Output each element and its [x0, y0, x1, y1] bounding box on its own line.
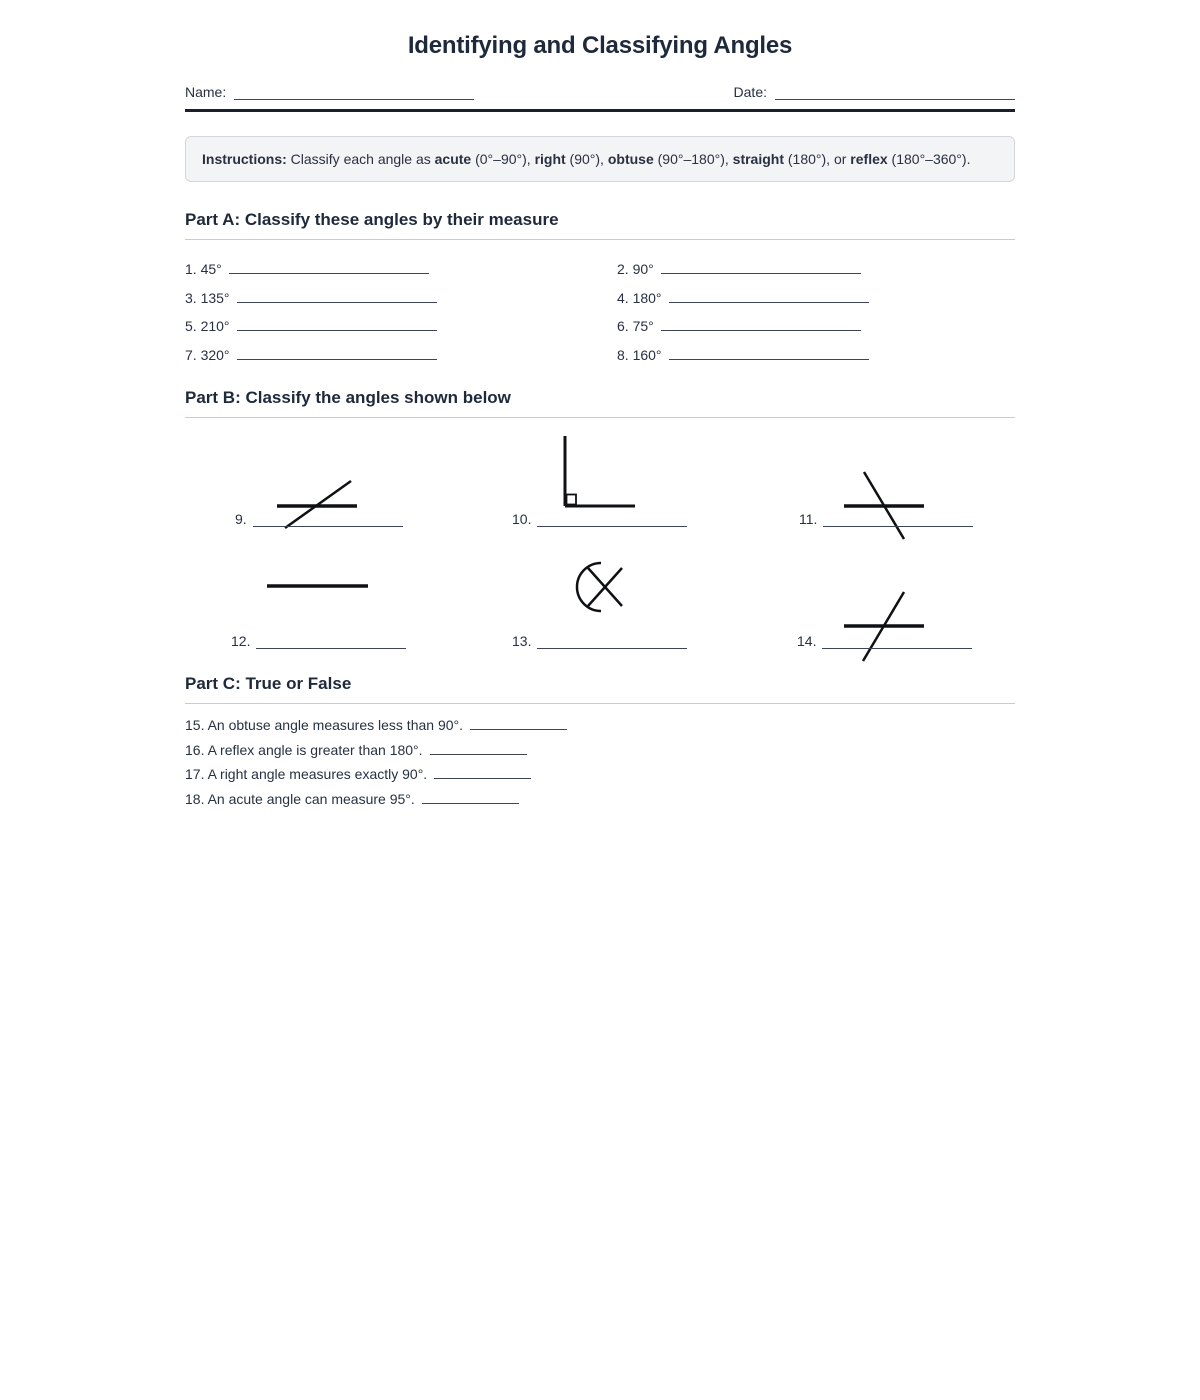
figure-label-row	[512, 511, 699, 527]
instructions-segment: Classify each angle as	[286, 151, 435, 167]
angle-problem-14	[739, 549, 1015, 666]
part-c-statement: 15. An obtuse angle measures less than 90°.	[185, 717, 464, 733]
figure-label-row	[797, 633, 975, 649]
figure-number: 11.	[799, 511, 818, 527]
figure-label-row	[235, 511, 422, 527]
instructions-box	[185, 136, 1015, 182]
instructions-segment: (180°), or	[784, 151, 851, 167]
date-label: Date:	[733, 84, 767, 100]
part-a-item-label: 2. 90°	[617, 261, 654, 277]
part-c-item	[185, 765, 1015, 790]
answer-blank[interactable]	[256, 633, 406, 649]
part-c-heading: Part C: True or False	[185, 674, 1015, 704]
instructions-segment: (90°–180°),	[653, 151, 733, 167]
instructions-segment: (0°–90°),	[471, 151, 535, 167]
angle-problem-12	[185, 549, 462, 666]
figure-number: 10.	[512, 511, 532, 527]
instructions-segment: (180°–360°).	[887, 151, 971, 167]
name-date-row	[185, 84, 1015, 100]
part-a-item	[617, 254, 1015, 283]
part-a-item	[617, 311, 1015, 340]
part-b-heading: Part B: Classify the angles shown below	[185, 388, 1015, 418]
answer-blank[interactable]	[669, 346, 869, 360]
instructions-segment: obtuse	[607, 151, 654, 167]
answer-blank[interactable]	[430, 741, 527, 755]
date-input-line[interactable]	[775, 86, 1015, 100]
answer-blank[interactable]	[823, 511, 973, 527]
answer-blank[interactable]	[434, 765, 531, 779]
name-field	[185, 84, 474, 100]
part-a-item-label: 1. 45°	[185, 261, 222, 277]
part-a-item	[617, 340, 1015, 369]
page-title: Identifying and Classifying Angles	[407, 32, 793, 59]
part-a-item	[185, 340, 617, 369]
instructions-segment: reflex	[850, 151, 888, 167]
answer-blank[interactable]	[237, 346, 437, 360]
angle-problem-9	[185, 424, 462, 529]
figure-number: 12.	[231, 633, 251, 649]
answer-blank[interactable]	[470, 716, 567, 730]
instructions-segment: (90°),	[565, 151, 608, 167]
part-c-statement: 16. A reflex angle is greater than 180°.	[185, 741, 423, 758]
name-input-line[interactable]	[234, 86, 474, 100]
instructions-text	[202, 151, 998, 167]
part-c-item	[185, 741, 1015, 766]
date-field	[734, 84, 1015, 100]
answer-blank[interactable]	[422, 790, 519, 804]
angle-problem-11	[739, 424, 1015, 529]
answer-blank[interactable]	[669, 289, 869, 303]
angle-problem-13	[462, 549, 739, 666]
part-c-list	[185, 716, 1015, 814]
figure-label-row	[512, 633, 699, 649]
answer-blank[interactable]	[661, 260, 861, 274]
part-a-item-label: 8. 160°	[617, 346, 662, 363]
part-c-item	[185, 790, 1015, 815]
header-divider	[185, 109, 1015, 112]
worksheet-sheet	[185, 0, 1015, 814]
angle-problem-10	[462, 424, 739, 529]
part-a-item-label: 6. 75°	[617, 318, 654, 334]
part-a-item	[617, 283, 1015, 312]
answer-blank[interactable]	[237, 289, 437, 303]
answer-blank[interactable]	[822, 633, 972, 649]
part-a-item	[185, 283, 617, 312]
answer-blank[interactable]	[237, 317, 437, 331]
figure-number: 14.	[797, 633, 817, 649]
instructions-segment: straight	[732, 151, 784, 167]
answer-blank[interactable]	[537, 633, 687, 649]
part-a-list	[185, 254, 1015, 368]
answer-blank[interactable]	[661, 317, 861, 331]
instructions-segment: Instructions:	[202, 151, 287, 167]
figure-label-row	[799, 511, 975, 527]
instructions-segment: right	[534, 151, 566, 167]
part-c-item	[185, 716, 1015, 741]
part-b-row-2	[185, 549, 1015, 666]
name-label: Name:	[185, 84, 227, 100]
part-a-item-label: 5. 210°	[185, 318, 230, 334]
answer-blank[interactable]	[229, 260, 429, 274]
part-c-statement: 17. A right angle measures exactly 90°.	[185, 766, 428, 782]
figure-number: 13.	[512, 633, 532, 649]
part-a-item-label: 4. 180°	[617, 289, 662, 306]
answer-blank[interactable]	[537, 511, 687, 527]
part-a-item	[185, 311, 617, 340]
figure-number: 9.	[235, 511, 247, 527]
part-a-heading: Part A: Classify these angles by their measure	[185, 210, 1015, 240]
instructions-segment: acute	[434, 151, 472, 167]
part-c-statement: 18. An acute angle can measure 95°.	[185, 790, 415, 807]
part-a-item-label: 7. 320°	[185, 346, 230, 363]
part-a-item-label: 3. 135°	[185, 289, 230, 306]
part-a-item	[185, 254, 617, 283]
figure-label-row	[231, 633, 422, 649]
answer-blank[interactable]	[253, 511, 403, 527]
part-b-row-1	[185, 424, 1015, 529]
